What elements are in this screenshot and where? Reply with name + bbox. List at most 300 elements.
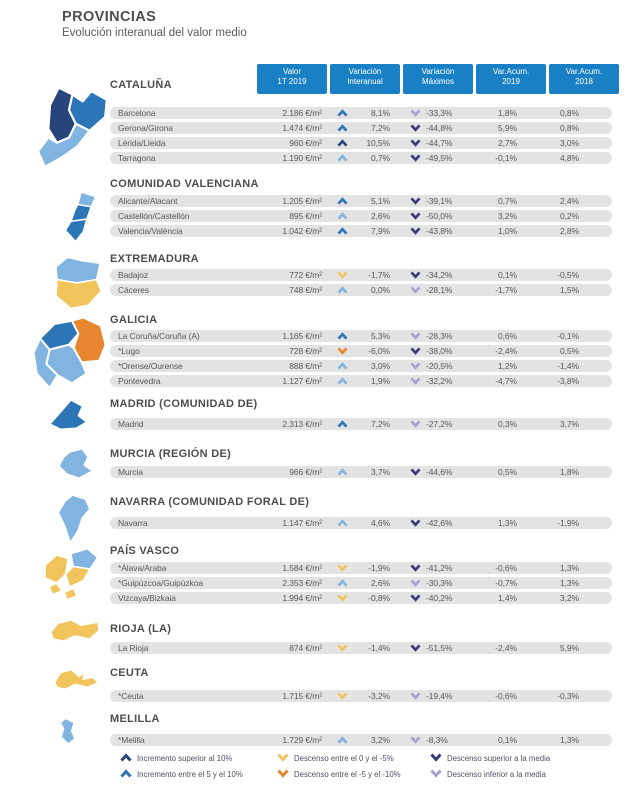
maximos-arrow-wrap (410, 124, 421, 132)
interanual-arrow-wrap (337, 271, 348, 279)
acum2018-cell: 1,5% (560, 285, 579, 295)
header-line: Variación (348, 67, 382, 76)
section-title: EXTREMADURA (110, 253, 199, 265)
interanual-cell: 0,7% (371, 153, 390, 163)
province-ceuta-shape (55, 670, 98, 689)
trend-up-icon (337, 377, 348, 385)
acum2018-cell: 4,8% (560, 153, 579, 163)
acum2019-cell: -0,7% (495, 578, 517, 588)
maximos-cell: -34,2% (426, 270, 453, 280)
legend-item (120, 769, 243, 781)
section-title: COMUNIDAD VALENCIANA (110, 178, 259, 190)
acum2019-cell: 0,1% (498, 270, 517, 280)
section-title: MADRID (COMUNIDAD DE) (110, 398, 258, 410)
province-name: Madrid (118, 419, 144, 429)
legend-up-icon (120, 753, 132, 762)
trend-up-icon (337, 139, 348, 147)
province-name: *Guipúzcoa/Guipúzkoa (118, 578, 203, 588)
interanual-arrow-wrap (337, 109, 348, 117)
acum2018-cell: 0,8% (560, 108, 579, 118)
table-row (110, 122, 612, 134)
acum2019-cell: 1,8% (498, 108, 517, 118)
legend-down-icon (277, 769, 289, 778)
province-name: *Melilla (118, 735, 145, 745)
section-galicia (110, 314, 612, 386)
value-cell: 1.715 €/m² (282, 691, 322, 701)
maximos-cell: -44,7% (426, 138, 453, 148)
acum2018-cell: 0,5% (560, 346, 579, 356)
acum2019-cell: 0,3% (498, 419, 517, 429)
acum2018-cell: 3,2% (560, 593, 579, 603)
header-line: 1T 2019 (277, 77, 307, 87)
trend-down-icon (410, 377, 421, 385)
acum2018-cell: 0,2% (560, 211, 579, 221)
maximos-cell: -19,4% (426, 691, 453, 701)
province-name: Pontevedra (118, 376, 161, 386)
trend-down-icon (410, 468, 421, 476)
trend-up-icon (337, 519, 348, 527)
acum2019-cell: -0,6% (495, 691, 517, 701)
maximos-arrow-wrap (410, 286, 421, 294)
province-name: Castellón/Castellón (118, 211, 190, 221)
map-navarra (52, 492, 106, 550)
maximos-cell: -50,0% (426, 211, 453, 221)
value-cell: 2.313 €/m² (282, 419, 322, 429)
maximos-cell: -40,2% (426, 593, 453, 603)
acum2018-cell: 1,3% (560, 578, 579, 588)
trend-up-icon (337, 736, 348, 744)
legend-item (430, 769, 546, 781)
trend-down-icon (410, 124, 421, 132)
trend-down-icon (410, 564, 421, 572)
maximos-arrow-wrap (410, 271, 421, 279)
province-name: Lérida/Lleida (118, 138, 166, 148)
value-cell: 1.042 €/m² (282, 226, 322, 236)
legend-label: Incremento superior al 10% (137, 754, 233, 763)
trend-up-icon (337, 332, 348, 340)
value-cell: 1.147 €/m² (282, 518, 322, 528)
province-name: La Coruña/Coruña (A) (118, 331, 200, 341)
maximos-cell: -33,3% (426, 108, 453, 118)
legend-label: Descenso entre el -5 y el -10% (294, 770, 401, 779)
interanual-arrow-wrap (337, 139, 348, 147)
value-cell: 772 €/m² (289, 270, 322, 280)
header-line: Valor (282, 67, 302, 76)
maximos-arrow-wrap (410, 468, 421, 476)
header-line: Var.Acum. (492, 67, 530, 76)
section-title: MURCIA (REGIÓN DE) (110, 448, 232, 460)
value-cell: 1.584 €/m² (282, 563, 322, 573)
value-cell: 1.127 €/m² (282, 376, 322, 386)
acum2018-cell: 3,7% (560, 419, 579, 429)
maximos-cell: -38,0% (426, 346, 453, 356)
interanual-cell: 8,1% (371, 108, 390, 118)
interanual-arrow-wrap (337, 644, 348, 652)
table-row (110, 269, 612, 281)
trend-up-icon (337, 420, 348, 428)
interanual-cell: 7,2% (371, 123, 390, 133)
map-ceuta (38, 666, 116, 714)
trend-down-icon (410, 154, 421, 162)
acum2018-cell: 1,3% (560, 563, 579, 573)
legend-label: Descenso inferior a la media (447, 770, 546, 779)
legend-down-icon (277, 753, 289, 762)
maximos-arrow-wrap (410, 362, 421, 370)
map-rioja (38, 616, 112, 668)
acum2019-cell: 0,1% (498, 735, 517, 745)
table-row (110, 210, 612, 222)
trend-down-icon (337, 692, 348, 700)
interanual-arrow-wrap (337, 564, 348, 572)
trend-down-icon (410, 227, 421, 235)
interanual-cell: -0,8% (368, 593, 390, 603)
section-extremadura (110, 253, 612, 295)
table-row (110, 592, 612, 604)
trend-down-icon (410, 362, 421, 370)
maximos-arrow-wrap (410, 420, 421, 428)
value-cell: 1.994 €/m² (282, 593, 322, 603)
province-name: La Rioja (118, 643, 149, 653)
table-row (110, 345, 612, 357)
section-rioja (110, 623, 612, 653)
maximos-cell: -28,1% (426, 285, 453, 295)
maximos-arrow-wrap (410, 197, 421, 205)
section-pais-vasco (110, 545, 612, 603)
province-name: Cáceres (118, 285, 149, 295)
header-line: 2019 (502, 77, 520, 87)
maximos-arrow-wrap (410, 212, 421, 220)
interanual-cell: 7,2% (371, 419, 390, 429)
maximos-arrow-wrap (410, 347, 421, 355)
map-pais-vasco (28, 546, 116, 610)
province-name: Navarra (118, 518, 148, 528)
acum2019-cell: -1,7% (495, 285, 517, 295)
trend-up-icon (337, 286, 348, 294)
section-title: PAÍS VASCO (110, 545, 180, 557)
acum2018-cell: 0,8% (560, 123, 579, 133)
maximos-cell: -8,3% (426, 735, 448, 745)
interanual-cell: 7,9% (371, 226, 390, 236)
header-line: Variación (421, 67, 455, 76)
interanual-cell: -3,2% (368, 691, 390, 701)
trend-up-icon (337, 197, 348, 205)
acum2018-cell: 5,9% (560, 643, 579, 653)
table-row (110, 225, 612, 237)
map-extremadura (48, 254, 108, 312)
province-la-rioja-shape (51, 620, 99, 641)
table-row (110, 517, 612, 529)
table-row (110, 418, 612, 430)
map-comunidad-valenciana (52, 182, 108, 254)
province-vizcaya-shape (49, 583, 62, 595)
interanual-cell: -6,0% (368, 346, 390, 356)
province-murcia-shape (59, 449, 92, 478)
table-row (110, 107, 612, 119)
table-row (110, 577, 612, 589)
interanual-cell: 1,9% (371, 376, 390, 386)
section-title: GALICIA (110, 314, 158, 326)
acum2018-cell: -1,9% (557, 518, 579, 528)
interanual-cell: 2,6% (371, 578, 390, 588)
table-row (110, 642, 612, 654)
acum2019-cell: 0,5% (498, 467, 517, 477)
interanual-arrow-wrap (337, 154, 348, 162)
trend-down-icon (337, 594, 348, 602)
trend-up-icon (337, 362, 348, 370)
value-cell: 2.353 €/m² (282, 578, 322, 588)
province-name: Vizcaya/Bizkaia (118, 593, 176, 603)
interanual-cell: 10,5% (366, 138, 390, 148)
interanual-arrow-wrap (337, 468, 348, 476)
interanual-arrow-wrap (337, 197, 348, 205)
trend-down-icon (337, 644, 348, 652)
maximos-arrow-wrap (410, 579, 421, 587)
acum2019-cell: 1,4% (498, 593, 517, 603)
map-murcia (52, 448, 110, 498)
interanual-arrow-wrap (337, 519, 348, 527)
section-cataluna (110, 79, 612, 163)
interanual-arrow-wrap (337, 579, 348, 587)
table-row (110, 690, 612, 702)
interanual-arrow-wrap (337, 286, 348, 294)
interanual-arrow-wrap (337, 362, 348, 370)
maximos-arrow-wrap (410, 154, 421, 162)
province-name: Alicante/Alacant (118, 196, 178, 206)
maximos-cell: -20,5% (426, 361, 453, 371)
map-galicia (28, 316, 116, 396)
trend-down-icon (410, 579, 421, 587)
acum2019-cell: -4,7% (495, 376, 517, 386)
value-cell: 966 €/m² (289, 467, 322, 477)
legend-item (430, 753, 550, 765)
header-line: 2018 (575, 77, 593, 87)
acum2019-cell: 1,3% (498, 518, 517, 528)
interanual-cell: -1,9% (368, 563, 390, 573)
maximos-cell: -44,6% (426, 467, 453, 477)
section-madrid (110, 398, 612, 429)
section-title: MELILLA (110, 713, 160, 725)
interanual-cell: 4,6% (371, 518, 390, 528)
maximos-cell: -43,8% (426, 226, 453, 236)
trend-up-icon (337, 124, 348, 132)
value-cell: 1.165 €/m² (282, 331, 322, 341)
trend-down-icon (410, 197, 421, 205)
province-alicante-shape (65, 219, 86, 241)
section-comunidad-valenciana (110, 178, 612, 236)
acum2019-cell: 1,0% (498, 226, 517, 236)
interanual-cell: -1,4% (368, 643, 390, 653)
acum2019-cell: 0,7% (498, 196, 517, 206)
interanual-arrow-wrap (337, 594, 348, 602)
trend-down-icon (410, 347, 421, 355)
province-name: *Álava/Araba (118, 563, 167, 573)
maximos-arrow-wrap (410, 594, 421, 602)
header-line: Interanual (347, 77, 383, 87)
acum2019-cell: -2,4% (495, 643, 517, 653)
maximos-cell: -41,2% (426, 563, 453, 573)
interanual-cell: 2,6% (371, 211, 390, 221)
acum2018-cell: -0,3% (557, 691, 579, 701)
value-cell: 1.729 €/m² (282, 735, 322, 745)
table-row (110, 195, 612, 207)
legend-label: Incremento entre el 5 y el 10% (137, 770, 243, 779)
maximos-arrow-wrap (410, 736, 421, 744)
value-cell: 728 €/m² (289, 346, 322, 356)
maximos-arrow-wrap (410, 139, 421, 147)
interanual-cell: 5,3% (371, 331, 390, 341)
acum2019-cell: 3,2% (498, 211, 517, 221)
trend-down-icon (410, 271, 421, 279)
value-cell: 874 €/m² (289, 643, 322, 653)
map-madrid (40, 398, 104, 450)
trend-up-icon (337, 227, 348, 235)
interanual-arrow-wrap (337, 420, 348, 428)
legend-up-icon (120, 769, 132, 778)
trend-up-icon (337, 579, 348, 587)
acum2018-cell: -0,1% (557, 331, 579, 341)
acum2018-cell: 2,4% (560, 196, 579, 206)
value-cell: 960 €/m² (289, 138, 322, 148)
province-name: *Orense/Ourense (118, 361, 183, 371)
trend-down-icon (410, 692, 421, 700)
province-name: *Ceuta (118, 691, 144, 701)
maximos-cell: -51,5% (426, 643, 453, 653)
interanual-arrow-wrap (337, 377, 348, 385)
legend-down-icon (430, 753, 442, 762)
acum2019-cell: -0,1% (495, 153, 517, 163)
section-melilla (110, 713, 612, 745)
trend-down-icon (410, 109, 421, 117)
section-title: NAVARRA (COMUNIDAD FORAL DE) (110, 496, 310, 508)
province-madrid-shape (50, 400, 86, 429)
legend-label: Descenso entre el 0 y el -5% (294, 754, 394, 763)
page-title: PROVINCIAS (62, 9, 157, 25)
value-cell: 1.205 €/m² (282, 196, 322, 206)
page-subtitle: Evolución interanual del valor medio (62, 27, 247, 39)
acum2018-cell: 1,8% (560, 467, 579, 477)
maximos-cell: -30,3% (426, 578, 453, 588)
acum2018-cell: -3,8% (557, 376, 579, 386)
value-cell: 748 €/m² (289, 285, 322, 295)
interanual-cell: 3,0% (371, 361, 390, 371)
interanual-arrow-wrap (337, 332, 348, 340)
province-name: Gerona/Girona (118, 123, 173, 133)
legend-item (120, 753, 232, 765)
value-cell: 895 €/m² (289, 211, 322, 221)
trend-down-icon (410, 594, 421, 602)
maximos-arrow-wrap (410, 692, 421, 700)
province-name: Valencia/València (118, 226, 183, 236)
maximos-arrow-wrap (410, 564, 421, 572)
trend-up-icon (337, 212, 348, 220)
maximos-cell: -39,1% (426, 196, 453, 206)
trend-up-icon (337, 154, 348, 162)
value-cell: 1.474 €/m² (282, 123, 322, 133)
trend-up-icon (337, 468, 348, 476)
trend-down-icon (337, 564, 348, 572)
province-navarra-shape (58, 495, 89, 543)
maximos-cell: -28,3% (426, 331, 453, 341)
maximos-arrow-wrap (410, 377, 421, 385)
section-title: CATALUÑA (110, 79, 172, 91)
table-row (110, 562, 612, 574)
maximos-arrow-wrap (410, 109, 421, 117)
acum2018-cell: -1,4% (557, 361, 579, 371)
legend (0, 750, 626, 790)
province-vizcaya-shape (66, 566, 90, 586)
section-title: RIOJA (LA) (110, 623, 172, 635)
interanual-cell: -1,7% (368, 270, 390, 280)
province-name: *Lugo (118, 346, 140, 356)
interanual-cell: 3,7% (371, 467, 390, 477)
acum2019-cell: 2,7% (498, 138, 517, 148)
maximos-arrow-wrap (410, 644, 421, 652)
legend-down-icon (430, 769, 442, 778)
interanual-cell: 3,2% (371, 735, 390, 745)
section-title: CEUTA (110, 667, 149, 679)
table-row (110, 284, 612, 296)
acum2018-cell: 3,0% (560, 138, 579, 148)
trend-down-icon (410, 644, 421, 652)
acum2019-cell: 5,9% (498, 123, 517, 133)
maximos-arrow-wrap (410, 227, 421, 235)
trend-down-icon (337, 347, 348, 355)
trend-up-icon (337, 109, 348, 117)
province-vizcaya-shape (64, 588, 77, 600)
maximos-cell: -49,5% (426, 153, 453, 163)
maximos-arrow-wrap (410, 332, 421, 340)
interanual-cell: 0,0% (371, 285, 390, 295)
table-row (110, 375, 612, 387)
maximos-cell: -27,2% (426, 419, 453, 429)
section-navarra (110, 496, 612, 528)
acum2019-cell: -0,6% (495, 563, 517, 573)
maximos-cell: -32,2% (426, 376, 453, 386)
province-name: Murcia (118, 467, 143, 477)
province-melilla-shape (61, 719, 75, 744)
trend-down-icon (337, 271, 348, 279)
interanual-arrow-wrap (337, 347, 348, 355)
acum2018-cell: 1,3% (560, 735, 579, 745)
table-row (110, 152, 612, 164)
section-ceuta (110, 667, 612, 701)
value-cell: 2.186 €/m² (282, 108, 322, 118)
legend-label: Descenso superior a la media (447, 754, 551, 763)
acum2019-cell: 0,6% (498, 331, 517, 341)
acum2019-cell: 1,2% (498, 361, 517, 371)
acum2018-cell: 2,8% (560, 226, 579, 236)
interanual-arrow-wrap (337, 212, 348, 220)
acum2019-cell: -2,4% (495, 346, 517, 356)
acum2018-cell: -0,5% (557, 270, 579, 280)
trend-down-icon (410, 420, 421, 428)
interanual-arrow-wrap (337, 124, 348, 132)
trend-down-icon (410, 212, 421, 220)
maximos-cell: -44,8% (426, 123, 453, 133)
trend-down-icon (410, 736, 421, 744)
trend-down-icon (410, 519, 421, 527)
province-badajoz-shape (56, 280, 101, 309)
value-cell: 888 €/m² (289, 361, 322, 371)
header-line: Máximos (421, 77, 454, 87)
maximos-cell: -42,6% (426, 518, 453, 528)
interanual-arrow-wrap (337, 227, 348, 235)
section-murcia (110, 448, 612, 477)
interanual-arrow-wrap (337, 692, 348, 700)
province-alava-shape (45, 555, 68, 583)
table-row (110, 137, 612, 149)
maximos-arrow-wrap (410, 519, 421, 527)
